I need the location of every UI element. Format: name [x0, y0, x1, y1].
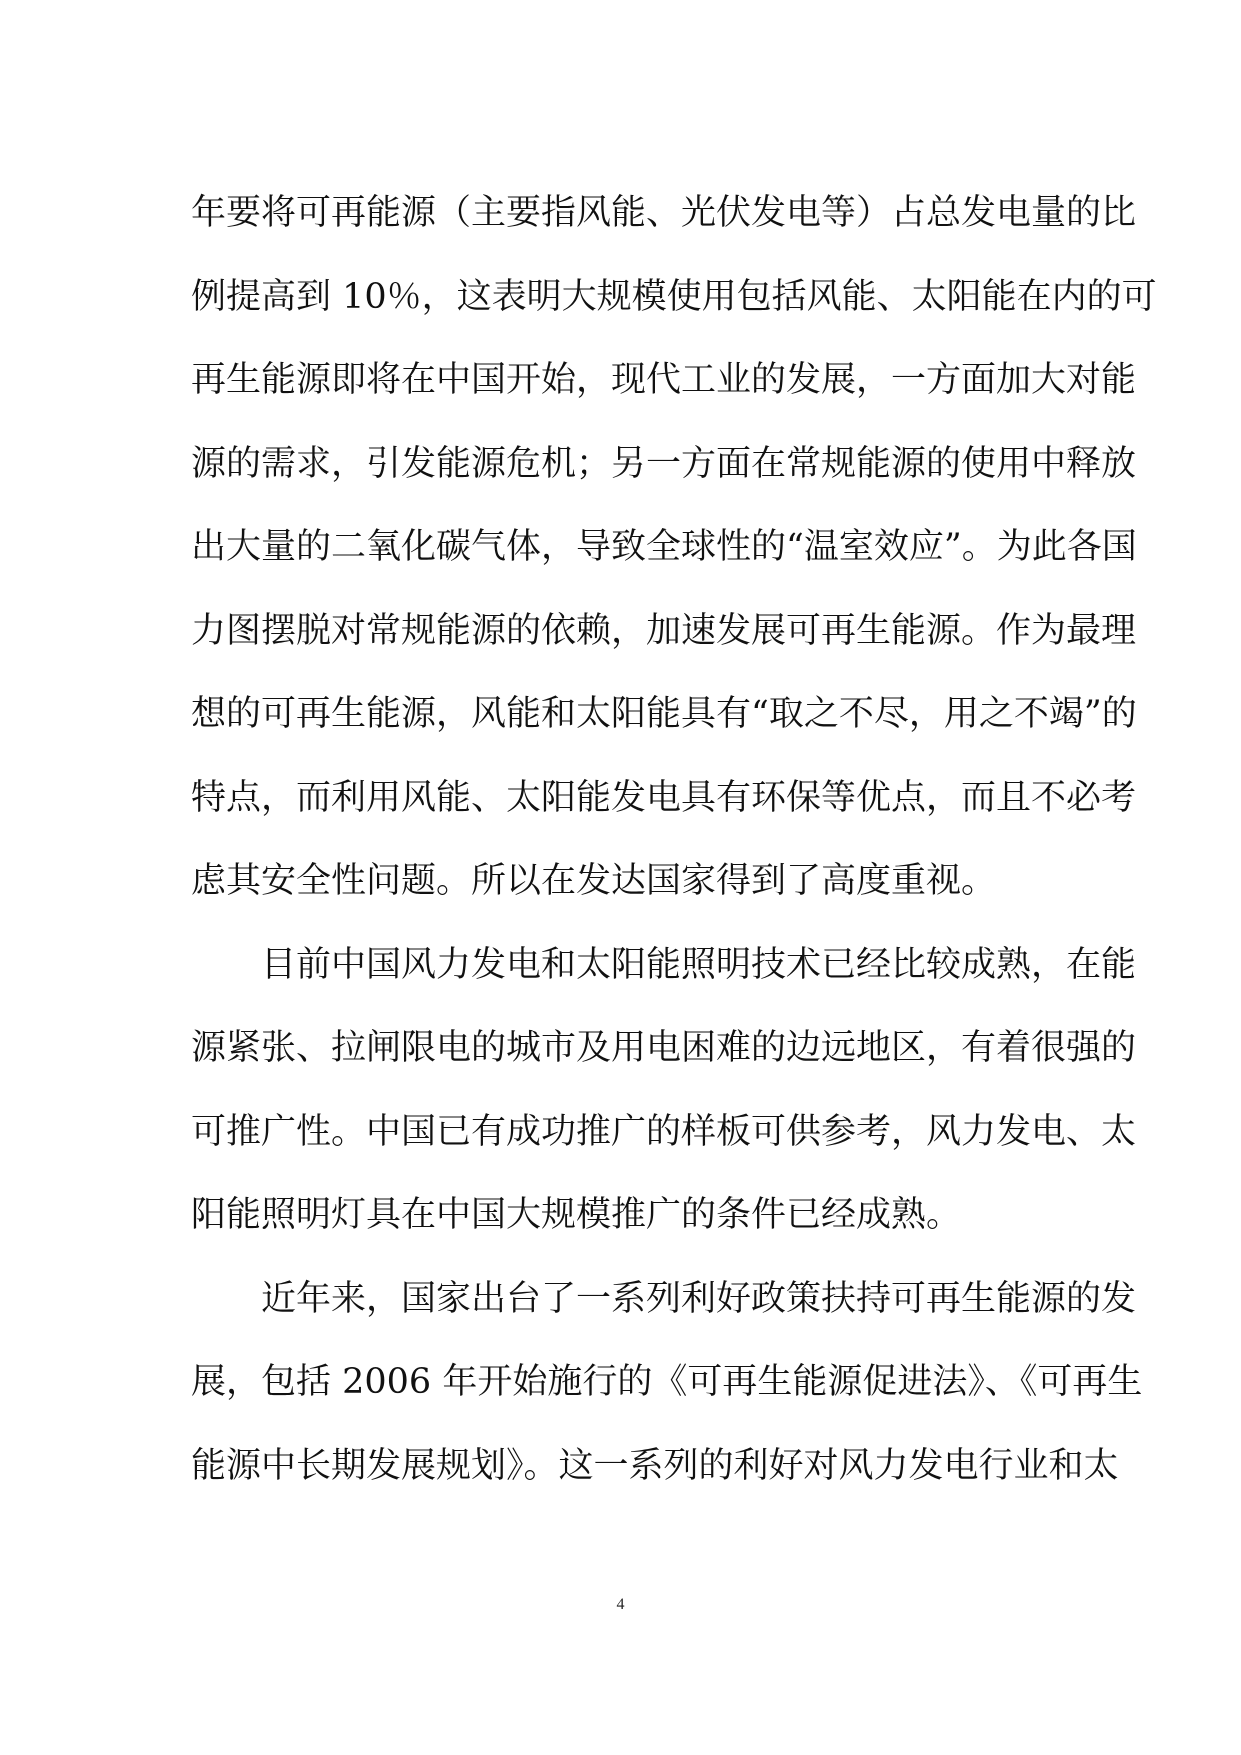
text-line: 力图摆脱对常规能源的依赖，加速发展可再生能源。作为最理 — [191, 610, 1137, 651]
page-number: 4 — [616, 1596, 625, 1613]
text-line: 年要将可再能源（主要指风能、光伏发电等）占总发电量的比 — [191, 193, 1137, 233]
text-line: 想的可再生能源，风能和太阳能具有“取之不尽，用之不竭”的 — [191, 694, 1137, 734]
text-line: 可推广性。中国已有成功推广的样板可供参考，风力发电、太 — [191, 1111, 1137, 1152]
text-line: 能源中长期发展规划》。这一系列的利好对风力发电行业和太 — [191, 1445, 1119, 1486]
text-line: 阳能照明灯具在中国大规模推广的条件已经成熟。 — [191, 1195, 962, 1235]
text-line: 再生能源即将在中国开始，现代工业的发展，一方面加大对能 — [191, 360, 1137, 400]
text-line: 源的需求，引发能源危机；另一方面在常规能源的使用中释放 — [191, 443, 1137, 484]
body-text — [191, 185, 1157, 1521]
paragraph-first-line: 近年来，国家出台了一系列利好政策扶持可再生能源的发 — [261, 1278, 1137, 1319]
text-line: 出大量的二氧化碳气体，导致全球性的“温室效应”。为此各国 — [191, 527, 1137, 567]
paragraph-first-line: 目前中国风力发电和太阳能照明技术已经比较成熟，在能 — [261, 944, 1137, 985]
text-line: 例提高到 10％，这表明大规模使用包括风能、太阳能在内的可 — [191, 276, 1157, 317]
text-line: 展，包括 2006 年开始施行的《可再生能源促进法》、《可再生 — [191, 1362, 1143, 1402]
text-line: 虑其安全性问题。所以在发达国家得到了高度重视。 — [191, 861, 997, 901]
text-line: 特点，而利用风能、太阳能发电具有环保等优点，而且不必考 — [191, 777, 1137, 818]
text-line: 源紧张、拉闸限电的城市及用电困难的边远地区，有着很强的 — [191, 1028, 1137, 1068]
